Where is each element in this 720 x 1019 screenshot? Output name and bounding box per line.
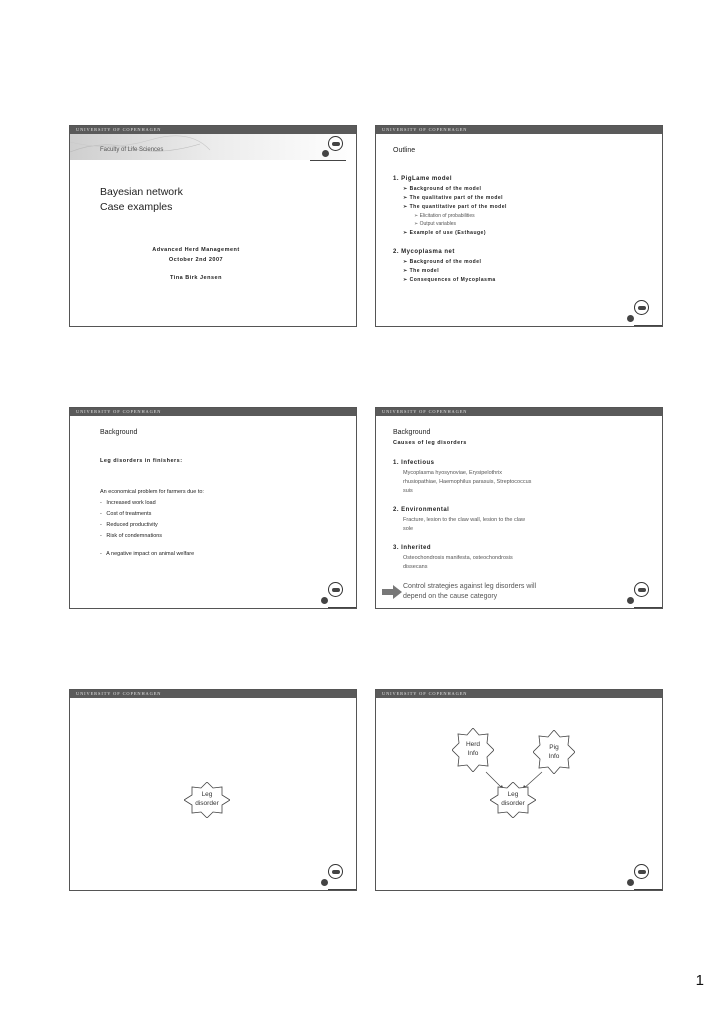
slide-title: Background (100, 429, 138, 436)
slide-network-parents (375, 689, 663, 891)
header-text: UNIVERSITY OF COPENHAGEN (382, 126, 468, 132)
control-text: Control strategies against leg disorders will (403, 583, 537, 590)
list-item: ➢ Example of use (Esthauge) (403, 230, 486, 236)
list-item-label: Consequences of Mycoplasma (409, 277, 496, 283)
logo-dot-icon (627, 597, 634, 604)
logo-bar-icon (328, 607, 356, 608)
node-label-line: disorder (501, 799, 525, 807)
sub-item-label: Elicitation of probabilities (419, 213, 475, 219)
list-item: - Increased work load (100, 500, 156, 506)
slide-outline (375, 125, 663, 327)
university-seal-icon (328, 136, 343, 151)
university-seal-icon (328, 582, 343, 597)
node-label-line: Leg (507, 791, 519, 798)
sub-item-label: Output variables (419, 221, 457, 227)
list-item: ➢ The model (403, 268, 440, 274)
list-item-label: Background of the model (409, 259, 482, 265)
logo-bar-icon (328, 889, 356, 890)
sub-item: ➢ Elicitation of probabilities (414, 213, 475, 219)
slide-title: Outline (393, 147, 416, 154)
author: Tina Birk Jensen (170, 275, 222, 281)
faculty-name: Faculty of Life Sciences (100, 147, 164, 153)
node-label-line: Herd (465, 741, 481, 748)
logo-dot-icon (627, 879, 634, 886)
list-item-label: Increased work load (106, 500, 156, 506)
list-item-label: Cost of treatments (106, 511, 152, 517)
node-label (490, 791, 536, 808)
control-text: depend on the cause category (403, 593, 498, 600)
header-text: UNIVERSITY OF COPENHAGEN (76, 408, 162, 414)
page-number: 1 (695, 972, 704, 989)
cause-text: Mycoplasma hyosynoviae, Erysipelothrix (403, 470, 503, 476)
node-label-line: Info (467, 749, 479, 757)
logo-bar-icon (634, 607, 662, 608)
logo-bar-icon (634, 325, 662, 326)
date: October 2nd 2007 (168, 257, 224, 263)
list-item: ➢ Background of the model (403, 259, 482, 265)
list-item: ➢ The qualitative part of the model (403, 195, 504, 201)
node-label-line: Leg (201, 791, 213, 798)
list-item: ➢ The quantitative part of the model (403, 204, 507, 210)
cause-text: Osteochondrosis manifesta, osteochondrosis (403, 555, 513, 561)
slide-title: Background (393, 429, 431, 436)
cause-text: sole (403, 526, 414, 532)
list-item-label: The model (409, 268, 440, 274)
intro-text: An economical problem for farmers due to: (100, 489, 204, 495)
slide-header (376, 126, 662, 134)
list-item-label: Risk of condemnations (106, 533, 163, 539)
section-heading: Leg disorders in finishers: (100, 458, 183, 464)
slide-header (376, 408, 662, 416)
list-item: - Risk of condemnations (100, 533, 163, 539)
cause-text: suis (403, 488, 413, 494)
node-label-line: Pig (549, 744, 559, 751)
list-item-label: The quantitative part of the model (409, 204, 507, 210)
university-seal-icon (634, 582, 649, 597)
node-label (533, 744, 575, 761)
header-text: UNIVERSITY OF COPENHAGEN (382, 690, 468, 696)
title-line-2: Case examples (100, 201, 173, 213)
node-label (452, 741, 494, 758)
section-heading: 1. PigLame model (393, 176, 453, 182)
university-seal-icon (634, 300, 649, 315)
list-item-label: Background of the model (409, 186, 482, 192)
slide-title (69, 125, 357, 327)
list-item-label: The qualitative part of the model (409, 195, 504, 201)
node-label-line: Info (548, 752, 560, 760)
cause-text: rhusiopathiae, Haemophilus parasuis, Streptococcus (403, 479, 532, 485)
node-label-line: disorder (195, 799, 219, 807)
cause-text: dissecans (403, 564, 428, 570)
header-text: UNIVERSITY OF COPENHAGEN (76, 690, 162, 696)
cause-heading: 3. Inherited (393, 545, 432, 551)
logo-bar-icon (310, 160, 346, 161)
sub-item: ➢ Output variables (414, 221, 457, 227)
header-text: UNIVERSITY OF COPENHAGEN (76, 126, 162, 132)
arrow-right-icon (382, 585, 402, 599)
list-item-label: A negative impact on animal welfare (106, 551, 195, 557)
slide-subtitle: Causes of leg disorders (393, 440, 467, 446)
title-line-1: Bayesian network (100, 186, 183, 198)
list-item: - Reduced productivity (100, 522, 158, 528)
slide-background (69, 407, 357, 609)
slide-network-single (69, 689, 357, 891)
logo-bar-icon (634, 889, 662, 890)
logo-dot-icon (322, 150, 329, 157)
course-name: Advanced Herd Management (152, 247, 240, 253)
list-item-label: Example of use (Esthauge) (409, 230, 486, 236)
list-item-label: Reduced productivity (106, 522, 158, 528)
logo-dot-icon (321, 597, 328, 604)
logo-dot-icon (321, 879, 328, 886)
slide-causes (375, 407, 663, 609)
list-item: ➢ Background of the model (403, 186, 482, 192)
slide-header (70, 408, 356, 416)
cause-heading: 1. Infectious (393, 460, 435, 466)
list-item: - Cost of treatments (100, 511, 152, 517)
node-label (184, 791, 230, 808)
slide-header (70, 690, 356, 698)
cause-text: Fracture, lesion to the claw wall, lesion to the claw (403, 517, 525, 523)
list-item: ➢ Consequences of Mycoplasma (403, 277, 496, 283)
university-seal-icon (634, 864, 649, 879)
logo-dot-icon (627, 315, 634, 322)
university-seal-icon (328, 864, 343, 879)
slide-header (70, 126, 356, 134)
list-item: - A negative impact on animal welfare (100, 551, 195, 557)
header-text: UNIVERSITY OF COPENHAGEN (382, 408, 468, 414)
section-heading: 2. Mycoplasma net (393, 249, 455, 255)
cause-heading: 2. Environmental (393, 507, 450, 513)
